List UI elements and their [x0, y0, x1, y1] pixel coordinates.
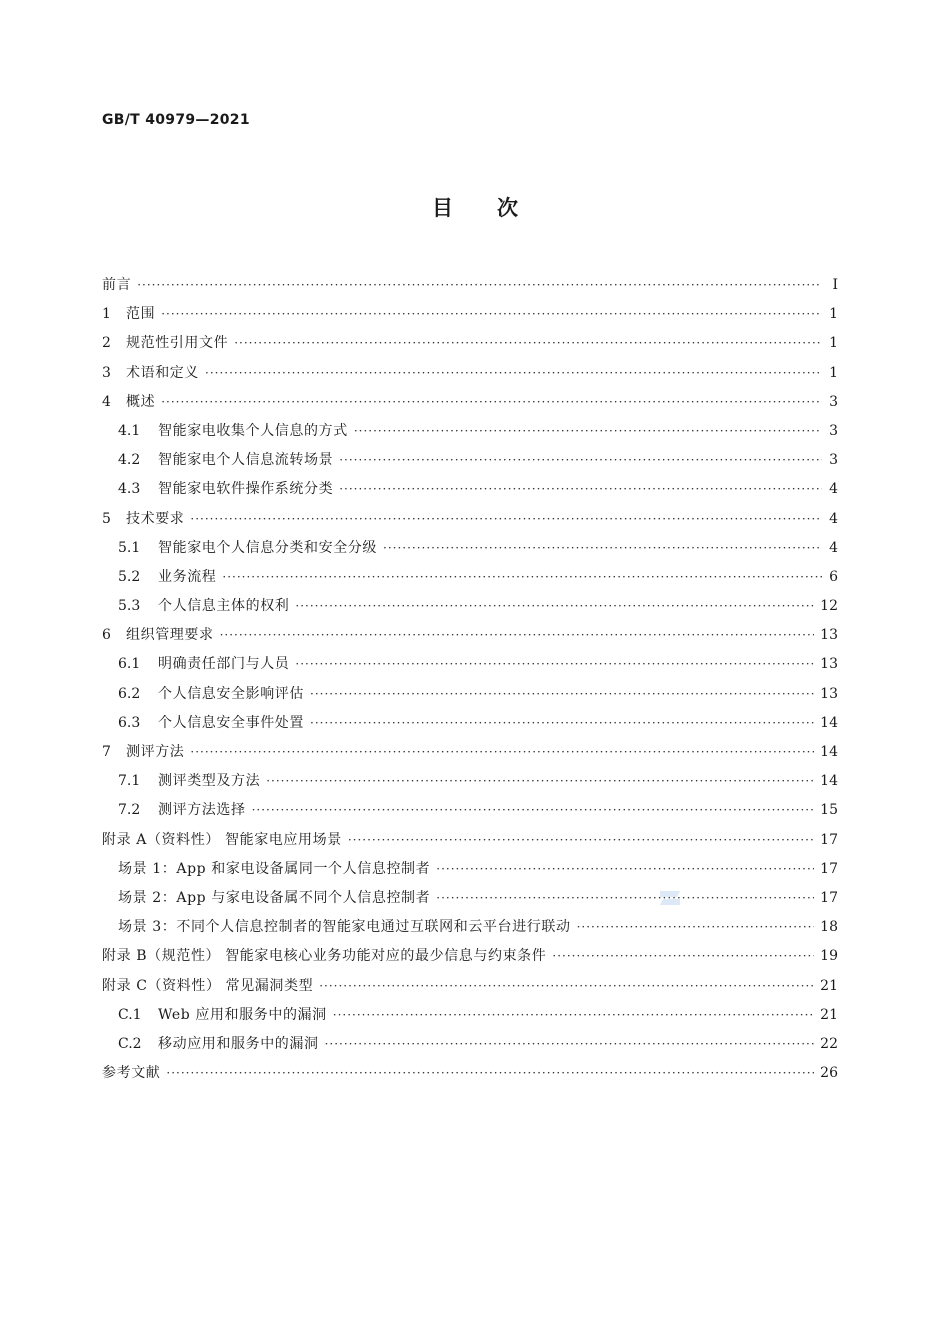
toc-entry-title: Web 应用和服务中的漏洞 [158, 1006, 327, 1023]
toc-dot-leader [252, 796, 815, 825]
toc-entry-title: 概述 [126, 393, 156, 410]
toc-title: 目次 [432, 196, 562, 220]
toc-entry[interactable] [102, 942, 838, 971]
toc-dot-leader [190, 505, 822, 534]
toc-dot-leader [161, 388, 822, 417]
table-of-contents [102, 271, 838, 1088]
toc-entry-page: 1 [829, 335, 838, 352]
toc-entry-title: 个人信息主体的权利 [158, 598, 290, 615]
toc-entry[interactable] [102, 709, 838, 738]
toc-entry[interactable] [102, 417, 838, 446]
toc-dot-leader [319, 972, 814, 1001]
toc-entry-page: Ⅰ [832, 277, 838, 293]
toc-entry[interactable] [102, 505, 838, 534]
toc-entry-page: 13 [820, 685, 838, 702]
toc-entry-number: 4 [102, 393, 111, 410]
standards-logo-icon [657, 887, 683, 909]
toc-entry-number: 2 [102, 335, 111, 352]
toc-dot-leader [295, 650, 814, 679]
toc-dot-leader [436, 884, 814, 913]
toc-entry-number: 5.1 [118, 539, 141, 556]
toc-entry-title: 附录 B（规范性） 智能家电核心业务功能对应的最少信息与约束条件 [102, 948, 547, 965]
toc-entry[interactable] [102, 621, 838, 650]
toc-dot-leader [310, 680, 814, 709]
toc-dot-leader [166, 1059, 814, 1088]
toc-entry-title: 智能家电收集个人信息的方式 [158, 422, 348, 439]
toc-entry-title: 范围 [126, 306, 156, 323]
toc-dot-leader [190, 738, 814, 767]
toc-entry-title: 场景 1：App 和家电设备属同一个人信息控制者 [118, 860, 431, 877]
toc-entry-page: 6 [829, 568, 838, 585]
toc-dot-leader [295, 592, 814, 621]
toc-entry-page: 4 [829, 481, 838, 498]
toc-entry[interactable] [102, 796, 838, 825]
toc-entry-number: 5.3 [118, 598, 141, 615]
toc-dot-leader [220, 621, 815, 650]
toc-dot-leader [383, 534, 822, 563]
toc-entry-page: 1 [829, 364, 838, 381]
toc-entry-number: 4.1 [118, 422, 141, 439]
toc-dot-leader [266, 767, 814, 796]
standard-code: GB/T 40979—2021 [102, 112, 250, 128]
toc-entry-page: 14 [820, 744, 838, 760]
toc-entry-page: 4 [829, 539, 838, 556]
toc-entry-page: 12 [820, 598, 838, 615]
toc-entry[interactable] [102, 329, 838, 358]
toc-entry-number: 4.2 [118, 452, 141, 469]
toc-entry-number: 4.3 [118, 481, 141, 498]
toc-entry[interactable] [102, 1059, 838, 1088]
toc-entry[interactable] [102, 1030, 838, 1059]
toc-entry-title: 个人信息安全影响评估 [158, 685, 304, 702]
toc-entry-title: 个人信息安全事件处置 [158, 714, 304, 731]
toc-entry-title: 测评类型及方法 [158, 773, 261, 790]
toc-dot-leader [325, 1030, 815, 1059]
toc-entry-number: 3 [102, 364, 111, 381]
toc-entry-number: 6.2 [118, 685, 141, 702]
toc-dot-leader [577, 913, 815, 942]
toc-dot-leader [161, 300, 822, 329]
toc-entry-page: 18 [820, 919, 838, 936]
toc-entry-page: 14 [820, 773, 838, 790]
toc-entry-page: 3 [829, 452, 838, 469]
toc-entry-number: 5 [102, 510, 111, 527]
toc-entry-title: 明确责任部门与人员 [158, 656, 290, 673]
toc-entry-page: 4 [829, 510, 838, 527]
toc-entry-title: 技术要求 [126, 510, 185, 527]
toc-entry[interactable] [102, 650, 838, 679]
toc-entry-page: 21 [820, 977, 838, 994]
toc-entry[interactable] [102, 680, 838, 709]
toc-entry-title: 移动应用和服务中的漏洞 [158, 1035, 319, 1052]
toc-entry-number: C.2 [118, 1035, 142, 1052]
toc-dot-leader [339, 475, 822, 504]
toc-entry-number: 1 [102, 306, 111, 323]
toc-entry-page: 21 [820, 1006, 838, 1023]
toc-entry-page: 19 [820, 948, 838, 965]
toc-entry-title: 附录 C（资料性） 常见漏洞类型 [102, 977, 314, 994]
toc-entry-number: 7 [102, 744, 111, 760]
toc-dot-leader [339, 446, 822, 475]
toc-entry-title: 前言 [102, 277, 132, 293]
toc-entry-title: 智能家电软件操作系统分类 [158, 481, 334, 498]
toc-dot-leader [137, 271, 822, 300]
toc-entry-title: 规范性引用文件 [126, 335, 229, 352]
toc-entry-page: 17 [820, 889, 838, 906]
toc-entry[interactable] [102, 592, 838, 621]
toc-entry[interactable] [102, 563, 838, 592]
toc-dot-leader [348, 826, 814, 855]
toc-entry[interactable] [102, 534, 838, 563]
toc-entry-page: 17 [820, 831, 838, 848]
toc-entry-title: 测评方法 [126, 744, 185, 760]
toc-entry[interactable] [102, 884, 838, 913]
toc-entry-title: 附录 A（资料性） 智能家电应用场景 [102, 831, 342, 848]
toc-entry-number: 6.3 [118, 714, 141, 731]
toc-entry-title: 参考文献 [102, 1065, 161, 1082]
toc-entry[interactable] [102, 826, 838, 855]
toc-entry-title: 智能家电个人信息流转场景 [158, 452, 334, 469]
toc-entry-number: 7.1 [118, 773, 141, 790]
toc-entry[interactable] [102, 767, 838, 796]
toc-dot-leader [310, 709, 814, 738]
toc-dot-leader [205, 359, 822, 388]
toc-dot-leader [222, 563, 822, 592]
toc-entry-page: 14 [820, 714, 838, 731]
toc-entry-page: 13 [820, 627, 838, 644]
toc-entry[interactable] [102, 855, 838, 884]
toc-dot-leader [552, 942, 814, 971]
toc-dot-leader [333, 1001, 814, 1030]
toc-entry[interactable] [102, 913, 838, 942]
toc-entry[interactable] [102, 300, 838, 329]
toc-entry[interactable] [102, 738, 838, 767]
toc-entry[interactable] [102, 972, 838, 1001]
toc-entry[interactable] [102, 359, 838, 388]
toc-entry[interactable] [102, 271, 838, 300]
toc-entry-title: 术语和定义 [126, 364, 199, 381]
toc-entry[interactable] [102, 446, 838, 475]
toc-entry-page: 13 [820, 656, 838, 673]
toc-entry-page: 26 [820, 1065, 838, 1082]
toc-entry-title: 智能家电个人信息分类和安全分级 [158, 539, 377, 556]
toc-entry-number: 7.2 [118, 802, 141, 819]
toc-entry-page: 1 [829, 306, 838, 323]
toc-entry-title: 场景 2：App 与家电设备属不同个人信息控制者 [118, 889, 431, 906]
toc-entry-number: 5.2 [118, 568, 141, 585]
toc-entry-page: 22 [820, 1035, 838, 1052]
toc-entry-title: 业务流程 [158, 568, 217, 585]
toc-entry-page: 3 [829, 393, 838, 410]
toc-entry-page: 17 [820, 860, 838, 877]
toc-entry-title: 测评方法选择 [158, 802, 246, 819]
toc-entry-page: 3 [829, 422, 838, 439]
toc-entry-title: 组织管理要求 [126, 627, 214, 644]
toc-dot-leader [234, 329, 822, 358]
toc-entry[interactable] [102, 1001, 838, 1030]
toc-entry-number: 6 [102, 627, 111, 644]
toc-dot-leader [354, 417, 822, 446]
toc-entry-number: 6.1 [118, 656, 141, 673]
toc-dot-leader [436, 855, 814, 884]
toc-entry-page: 15 [820, 802, 838, 819]
toc-entry[interactable] [102, 475, 838, 504]
toc-entry[interactable] [102, 388, 838, 417]
toc-entry-number: C.1 [118, 1006, 142, 1023]
toc-entry-title: 场景 3：不同个人信息控制者的智能家电通过互联网和云平台进行联动 [118, 919, 571, 936]
